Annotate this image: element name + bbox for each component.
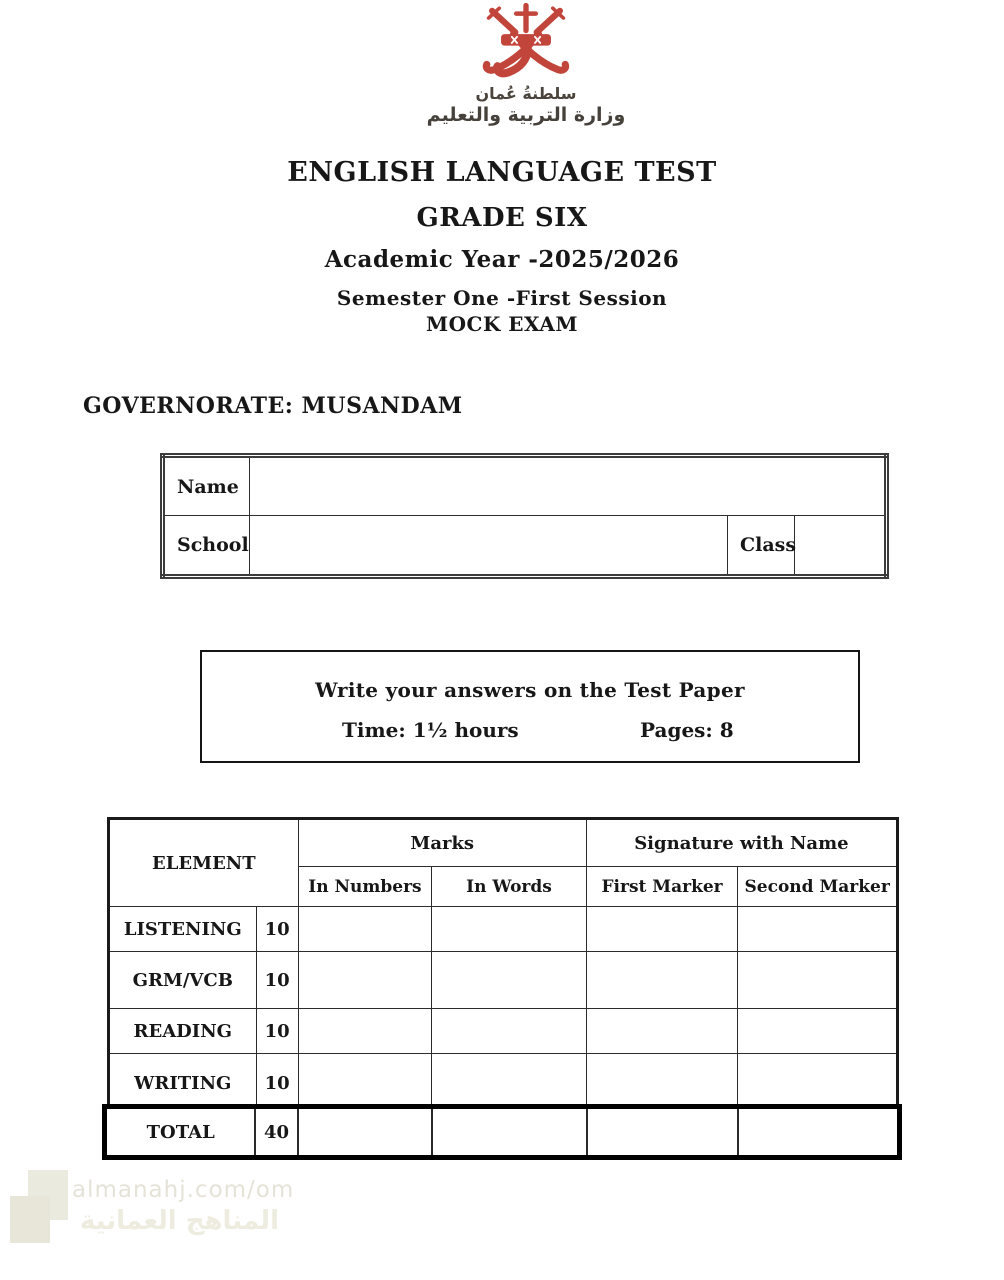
exam-type: MOCK EXAM: [425, 312, 579, 336]
table-row-reading: [109, 1009, 898, 1054]
ministry-logo-inner: [427, 2, 626, 126]
total-label-cell: TOTAL: [105, 1107, 256, 1158]
second-marker-cell: [738, 1107, 899, 1158]
first-marker-cell: [587, 1107, 739, 1158]
subheader-in-words: In Words: [432, 867, 587, 907]
in-words-cell: [432, 907, 587, 952]
second-marker-cell: [738, 952, 898, 1009]
pages-label: Pages: 8: [640, 718, 734, 742]
student-info-table: [160, 453, 889, 579]
in-numbers-cell: [298, 1107, 432, 1158]
time-label: Time: 1½ hours: [342, 718, 519, 742]
in-words-cell: [432, 1009, 587, 1054]
subheader-first-marker: First Marker: [586, 867, 738, 907]
emblem-arabic-country: سلطنةُ عُمان: [475, 84, 577, 103]
in-words-cell: [432, 1107, 587, 1158]
element-cell: WRITING: [109, 1054, 257, 1114]
element-header: ELEMENT: [109, 819, 299, 907]
watermark-logo-block: [10, 1196, 50, 1243]
school-label: School: [163, 516, 250, 577]
table-row-listening: [109, 907, 898, 952]
ministry-logo: [0, 2, 1004, 126]
table-row-grammar-vocab: [109, 952, 898, 1009]
total-row-table: [102, 1104, 902, 1160]
class-label: Class: [728, 516, 795, 577]
in-numbers-cell: [298, 1009, 432, 1054]
instruction-line: Write your answers on the Test Paper: [315, 678, 745, 702]
subheader-in-numbers: In Numbers: [298, 867, 432, 907]
first-marker-cell: [586, 1009, 738, 1054]
table-row-total: [105, 1107, 900, 1158]
watermark-arabic: المناهج العمانية: [80, 1206, 279, 1236]
element-cell: READING: [109, 1009, 257, 1054]
max-mark-cell: 10: [256, 1009, 298, 1054]
in-words-cell: [432, 952, 587, 1009]
marks-table: [107, 817, 899, 1115]
max-mark-cell: 10: [256, 1054, 298, 1114]
in-numbers-cell: [298, 952, 432, 1009]
max-mark-cell: 10: [256, 952, 298, 1009]
academic-year: Academic Year -2025/2026: [324, 246, 680, 273]
in-numbers-cell: [298, 907, 432, 952]
element-cell: GRM/VCB: [109, 952, 257, 1009]
semester-session: Semester One -First Session: [336, 286, 668, 310]
school-value-cell: [250, 516, 728, 577]
oman-emblem-icon: [472, 2, 580, 84]
first-marker-cell: [586, 907, 738, 952]
marks-header: Marks: [298, 819, 586, 867]
instruction-box: [200, 650, 860, 763]
name-value-cell: [250, 456, 887, 516]
emblem-arabic-ministry: وزارة التربية والتعليم: [426, 104, 626, 126]
grade-title: GRADE SIX: [416, 203, 588, 233]
name-label: Name: [163, 456, 250, 516]
subheader-second-marker: Second Marker: [738, 867, 898, 907]
exam-title: ENGLISH LANGUAGE TEST: [287, 157, 717, 188]
signature-header: Signature with Name: [586, 819, 897, 867]
class-value-cell: [795, 516, 887, 577]
watermark-url: almanahj.com/om: [72, 1177, 295, 1203]
governorate-title: GOVERNORATE: MUSANDAM: [83, 393, 463, 419]
first-marker-cell: [586, 952, 738, 1009]
second-marker-cell: [738, 907, 898, 952]
max-mark-cell: 10: [256, 907, 298, 952]
total-max-cell: 40: [255, 1107, 297, 1158]
element-cell: LISTENING: [109, 907, 257, 952]
second-marker-cell: [738, 1009, 898, 1054]
